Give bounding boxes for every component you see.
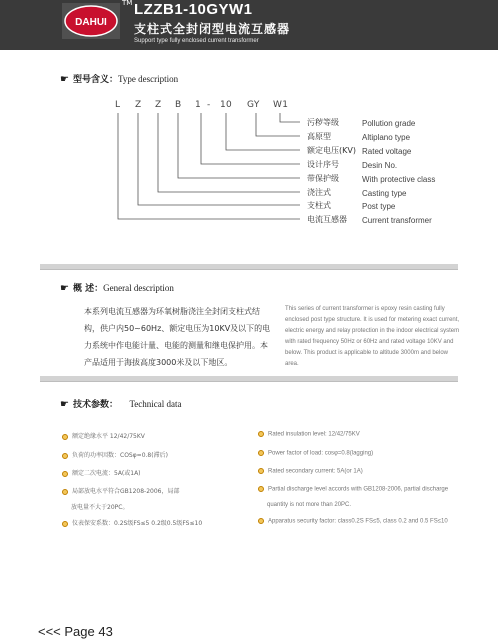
bullet-icon (62, 434, 68, 440)
type-label-cn: 额定电压(KV) (307, 146, 356, 155)
type-label-cn: 高原型 (307, 132, 331, 141)
bullet-icon (62, 453, 68, 459)
code-part: B (175, 100, 182, 110)
technical-data-heading (60, 397, 182, 410)
type-label-en: Pollution grade (362, 119, 416, 128)
tech-item-en: Rated insulation level: 12/42/75KV (258, 431, 360, 438)
heading-cn: 概 述： (72, 284, 104, 294)
tech-item-cn: 局部放电水平符合GB1208-2006，局部 (62, 486, 179, 495)
bullet-icon (258, 431, 264, 437)
type-label-en: Altiplano type (362, 133, 411, 142)
section-divider (40, 264, 458, 270)
type-label-en: Post type (362, 202, 396, 211)
type-label-cn: 设计序号 (307, 160, 339, 169)
tech-item-en: Rated secondary current: 5A(or 1A) (258, 468, 363, 475)
tech-item-cn: 放电量不大于20PC。 (71, 504, 129, 511)
code-part: GY (247, 100, 260, 110)
code-part: W1 (273, 100, 289, 110)
bullet-icon (62, 521, 68, 527)
tech-item-en: quantity is not more than 20PC. (267, 502, 352, 508)
heading-cn: 技术参数： (72, 400, 118, 410)
type-label-cn: 支柱式 (307, 201, 331, 210)
overview-text-en: This series of current transformer is epoxy resin casting fully enclosed post type structure. It is used for metering exact current, electric energy and relay protection in the indoor electrical system with rated frequency 50Hz or 60Hz and rated voltage 10KV and below. This product is applicable to altitude 3000m and below area. (285, 306, 460, 367)
pointing-hand-icon: ☛ (60, 283, 69, 294)
type-label-en: Current transformer (362, 216, 432, 225)
tech-item-en: Apparatus security factor: class0.2S FS≤5, class 0.2 and 0.5 FS≤10 (258, 518, 448, 525)
tech-item-cn: 额定绝缘水平 12/42/75KV (62, 431, 145, 440)
product-title-en: Support type fully enclosed current transformer (134, 38, 259, 44)
code-part: Z (135, 100, 142, 110)
code-part: 1 (195, 100, 202, 110)
pointing-hand-icon: ☛ (60, 74, 69, 85)
pointing-hand-icon: ☛ (60, 399, 69, 410)
code-part: - (207, 100, 211, 110)
tech-item-cn: 负荷的功率因数：COSφ=0.8(滞后) (62, 450, 168, 459)
type-label-en: Desin No. (362, 161, 398, 170)
type-label-cn: 浇注式 (307, 188, 331, 197)
brand-logo-text: DAHUI (75, 17, 107, 28)
code-part: 10 (220, 100, 233, 110)
bullet-icon (62, 489, 68, 495)
bullet-icon (62, 471, 68, 477)
code-part: Z (155, 100, 162, 110)
bullet-icon (258, 518, 264, 524)
tech-item-en: Partial discharge level accords with GB1208-2006, partial discharge (258, 486, 448, 493)
overview-text-cn: 本系列电流互感器为环氧树脂浇注全封闭支柱式结构，供户内50~60Hz、额定电压为10KV及以下的电力系统中作电能计量、电能的测量和继电保护用。本产品适用于海拔高度3000米及以下地区。 (84, 307, 271, 367)
overview-heading (60, 281, 174, 294)
trademark-mark: TM (122, 0, 133, 7)
bullet-icon (258, 450, 264, 456)
product-title-cn: 支柱式全封闭型电流互感器 (134, 22, 291, 36)
model-title: LZZB1-10GYW1 (134, 1, 253, 18)
tech-item-cn: 额定二次电流：5A(或1A) (62, 468, 141, 477)
page-number: <<< Page 43 (38, 624, 113, 639)
type-label-en: With protective class (362, 175, 436, 184)
type-label-cn: 电流互感器 (307, 215, 347, 224)
code-part: L (115, 100, 121, 110)
heading-en: Type description (117, 74, 179, 84)
tech-item-en: Power factor of load: cosφ=0.8(lagging) (258, 450, 373, 457)
bullet-icon (258, 468, 264, 474)
heading-en: General description (103, 283, 174, 293)
section-divider (40, 376, 458, 382)
type-label-cn: 带保护级 (307, 174, 339, 183)
bullet-icon (258, 486, 264, 492)
type-label-en: Casting type (362, 189, 407, 198)
type-label-en: Rated voltage (362, 147, 412, 156)
heading-cn: 型号含义： (72, 75, 118, 85)
heading-en: Technical data (129, 399, 182, 409)
tech-item-cn: 仪表保安系数：0.2S级FS≤5 0.2级0.5级FS≤10 (62, 518, 202, 527)
type-label-cn: 污秽等级 (307, 118, 339, 127)
